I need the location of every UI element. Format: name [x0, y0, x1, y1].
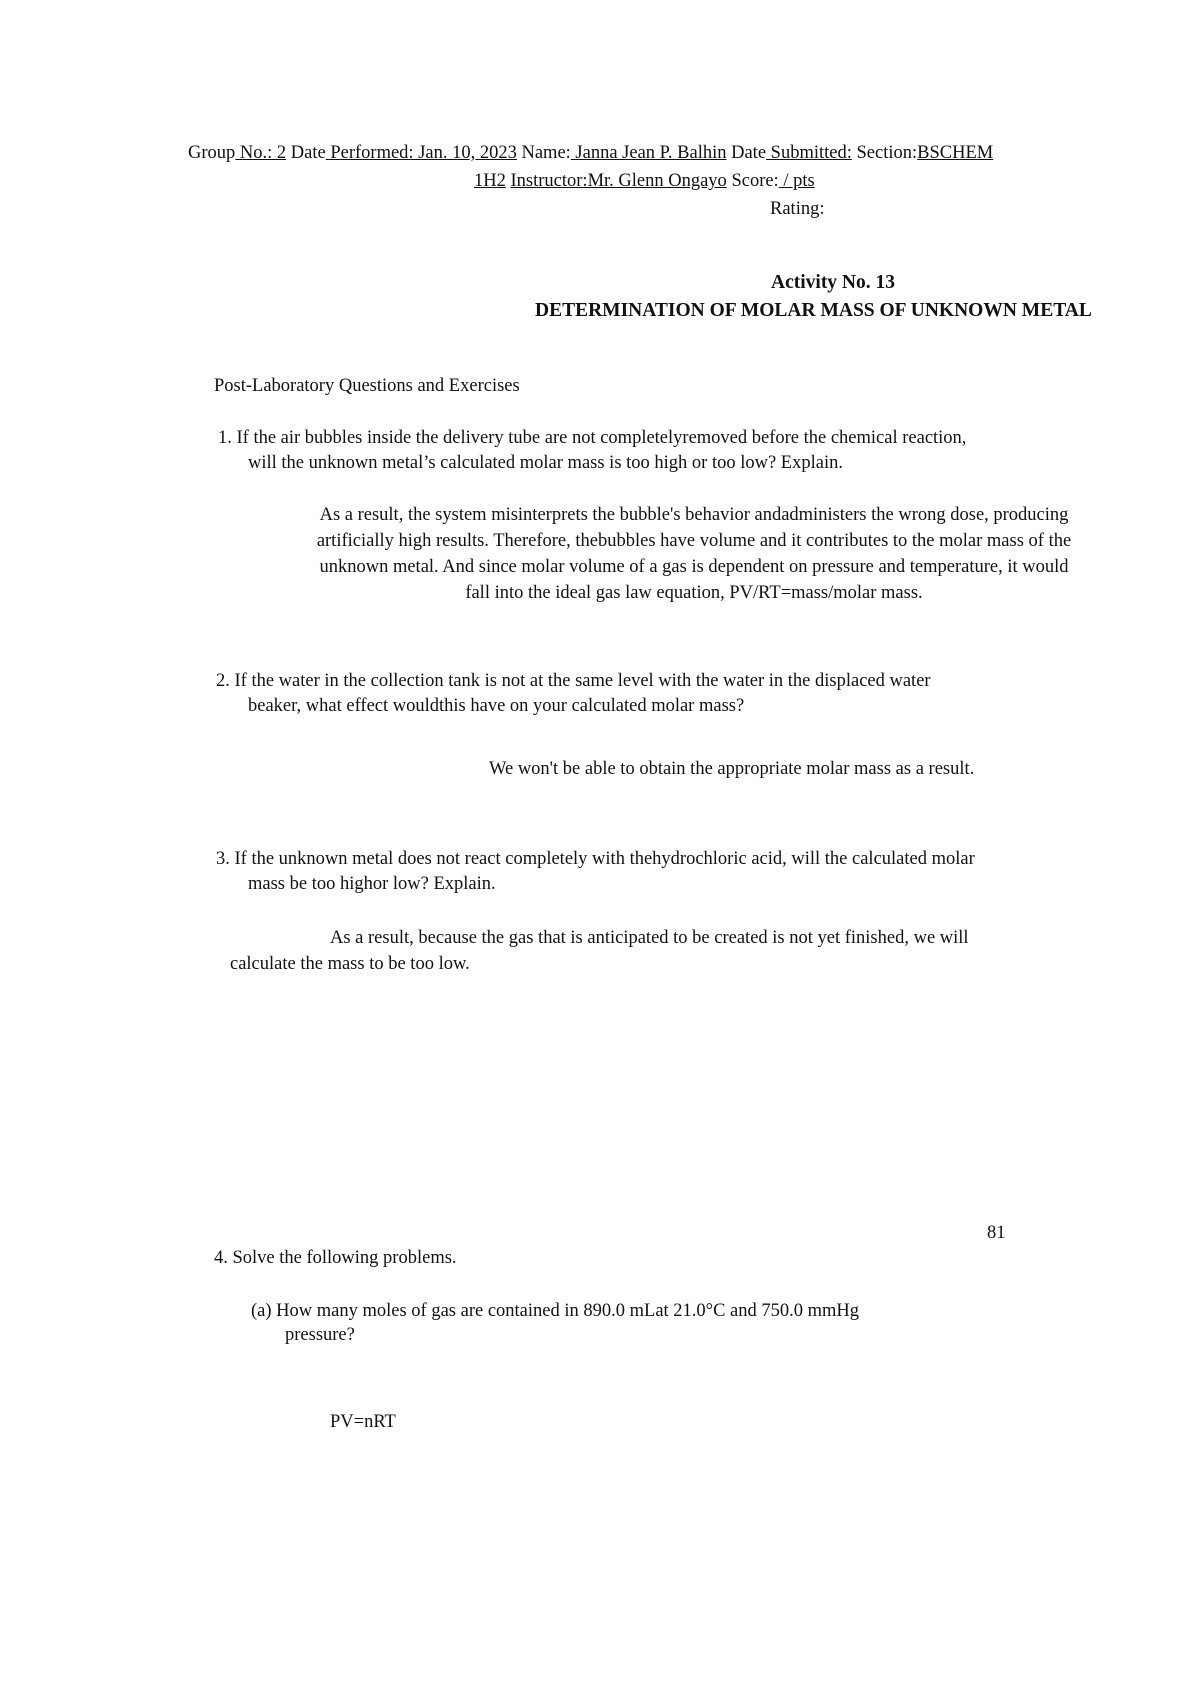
- q4-part-a-line-2: pressure?: [285, 1325, 355, 1345]
- name-value: Janna Jean P. Balhin: [570, 143, 727, 163]
- date-performed-value: Performed: Jan. 10, 2023: [325, 143, 517, 163]
- q1-answer: [214, 502, 1174, 606]
- date-performed-label: Date: [290, 143, 326, 163]
- score-label: Score:: [731, 171, 779, 191]
- q3-answer-line-1: As a result, because the gas that is anticipated to be created is not yet finished, we will: [330, 928, 969, 948]
- instructor-value: Mr. Glenn Ongayo: [587, 171, 727, 191]
- q3-line-2: mass be too highor low? Explain.: [248, 874, 496, 894]
- q1-answer-line: artificially high results. Therefore, thebubbles have volume and it contributes to the molar mass of the: [316, 531, 1072, 551]
- section-value: BSCHEM: [917, 143, 994, 163]
- page-number: 81: [987, 1223, 1006, 1243]
- activity-title: DETERMINATION OF MOLAR MASS OF UNKNOWN METAL: [535, 300, 1092, 321]
- section-label: Section:: [856, 143, 918, 163]
- name-label: Name:: [521, 143, 571, 163]
- instructor-label: Instructor:: [510, 171, 588, 191]
- q4-formula: PV=nRT: [330, 1412, 396, 1432]
- section-heading: Post-Laboratory Questions and Exercises: [214, 376, 520, 396]
- q1-line-1: 1. If the air bubbles inside the delivery tube are not completelyremoved before the chemical reaction,: [218, 428, 967, 448]
- q1-answer-line: unknown metal. And since molar volume of a gas is dependent on pressure and temperature, it would: [319, 557, 1069, 577]
- q3-line-1: 3. If the unknown metal does not react completely with thehydrochloric acid, will the calculated molar: [216, 849, 975, 869]
- q2-line-1: 2. If the water in the collection tank is not at the same level with the water in the displaced water: [216, 671, 931, 691]
- score-value: / pts: [778, 171, 815, 191]
- activity-number: Activity No. 13: [771, 272, 896, 293]
- q1-answer-line: fall into the ideal gas law equation, PV/RT=mass/molar mass.: [465, 583, 923, 603]
- q1-answer-line: As a result, the system misinterprets the bubble's behavior andadministers the wrong dose, producing: [319, 505, 1069, 525]
- q3-answer-line-2: calculate the mass to be too low.: [230, 954, 470, 974]
- section-value-cont: 1H2: [474, 171, 506, 191]
- date-submitted-value: Submitted:: [766, 143, 852, 163]
- q2-line-2: beaker, what effect wouldthis have on your calculated molar mass?: [248, 696, 745, 716]
- rating-label: Rating:: [770, 199, 825, 219]
- header-line-1: [188, 140, 993, 166]
- q4-part-a-line-1: (a) How many moles of gas are contained in 890.0 mLat 21.0°C and 750.0 mmHg: [251, 1301, 860, 1321]
- q4-line-1: 4. Solve the following problems.: [214, 1248, 457, 1268]
- header-line-2: [474, 168, 815, 194]
- group-value: No.: 2: [235, 143, 287, 163]
- group-label: Group: [188, 143, 236, 163]
- q1-line-2: will the unknown metal’s calculated molar mass is too high or too low? Explain.: [248, 453, 843, 473]
- q2-answer: We won't be able to obtain the appropriate molar mass as a result.: [489, 759, 975, 779]
- date-submitted-label: Date: [731, 143, 767, 163]
